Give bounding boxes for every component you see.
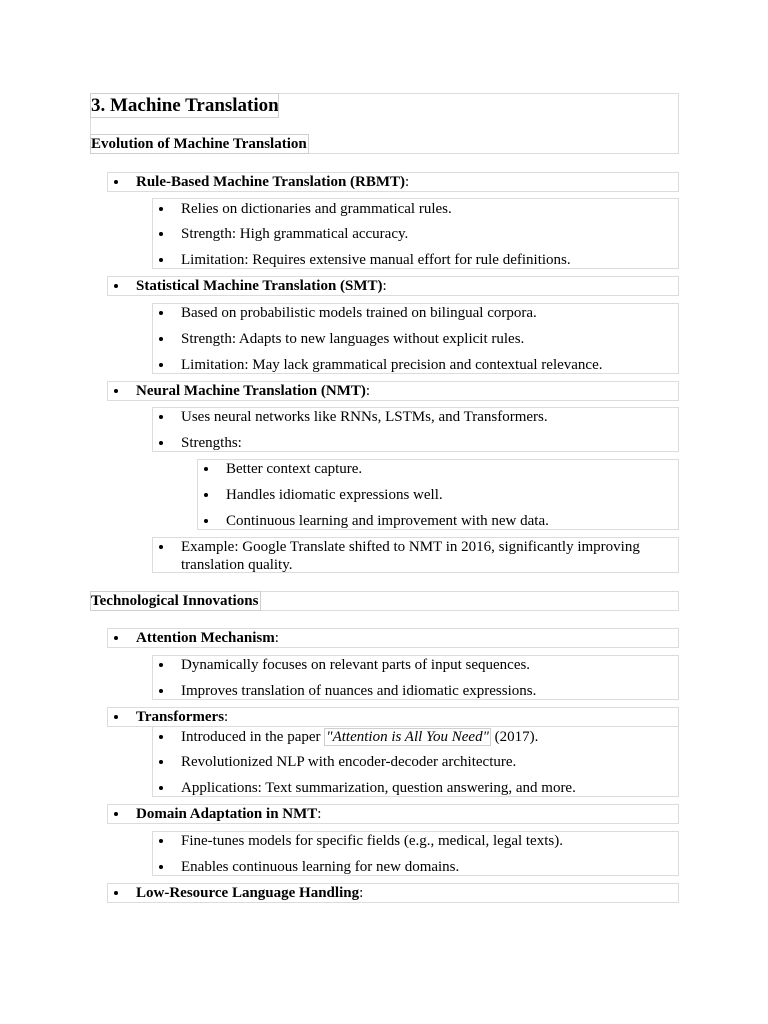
bullet (159, 760, 163, 764)
list-item: Strengths: (181, 435, 242, 451)
page-title-frame (90, 93, 279, 118)
attention-label: Attention Mechanism (136, 630, 275, 646)
bullet (204, 493, 208, 497)
nmt-example: Example: Google Translate shifted to NMT in 2016, significantly improving translation quality. (181, 539, 640, 573)
bullet (114, 891, 118, 895)
domain-colon: : (317, 806, 322, 822)
bullet (159, 363, 163, 367)
transformers-intro (181, 728, 538, 746)
bullet (159, 207, 163, 211)
bullet (114, 636, 118, 640)
rbmt-colon: : (405, 174, 410, 190)
nmt-colon: : (365, 383, 371, 399)
bullet (159, 258, 163, 262)
list-item: Revolutionized NLP with encoder-decoder architecture. (181, 754, 517, 770)
list-item: Continuous learning and improvement with new data. (226, 513, 549, 529)
bullet (159, 689, 163, 693)
section-heading-innovations-frame (90, 591, 261, 611)
list-item: Relies on dictionaries and grammatical rules. (181, 201, 452, 217)
transformers-label: Transformers (136, 709, 225, 725)
list-item: Uses neural networks like RNNs, LSTMs, and Transformers. (181, 409, 548, 425)
smt-label: Statistical Machine Translation (SMT) (136, 278, 383, 294)
bullet (159, 839, 163, 843)
bullet (204, 519, 208, 523)
bullet (159, 415, 163, 419)
list-item: Better context capture. (226, 461, 363, 477)
list-item: Applications: Text summarization, question answering, and more. (181, 780, 576, 796)
domain-label-line (136, 805, 321, 823)
bullet (114, 284, 118, 288)
transformers-label-line (136, 708, 228, 726)
list-item: Limitation: Requires extensive manual effort for rule definitions. (181, 252, 571, 268)
bullet (159, 441, 163, 445)
list-item: Strength: Adapts to new languages without explicit rules. (181, 331, 525, 347)
bullet (159, 663, 163, 667)
rbmt-label-line (136, 173, 409, 191)
lowres-label: Low-Resource Language Handling (136, 885, 360, 901)
bullet (159, 735, 163, 739)
list-item: Improves translation of nuances and idiomatic expressions. (181, 683, 537, 699)
bullet (114, 715, 118, 719)
lowres-colon: : (359, 885, 364, 901)
list-item: Limitation: May lack grammatical precision and contextual relevance. (181, 357, 603, 373)
list-item: Based on probabilistic models trained on bilingual corpora. (181, 305, 537, 321)
page-title: 3. Machine Translation (91, 95, 279, 116)
rbmt-label: Rule-Based Machine Translation (RBMT) (136, 174, 406, 190)
attention-colon: : (274, 630, 279, 646)
transformers-colon: : (224, 709, 229, 725)
bullet (159, 311, 163, 315)
nmt-label: Neural Machine Translation (NMT) (136, 383, 366, 399)
bullet (114, 389, 118, 393)
section-heading-evolution-frame (90, 134, 309, 154)
lowres-label-line (136, 884, 363, 902)
bullet (114, 180, 118, 184)
bullet (159, 786, 163, 790)
section-heading-evolution: Evolution of Machine Translation (91, 136, 307, 152)
transformers-intro-suffix: (2017). (490, 729, 539, 745)
paper-title: "Attention is All You Need" (326, 729, 489, 745)
list-item: Strength: High grammatical accuracy. (181, 226, 409, 242)
nmt-label-line (136, 382, 370, 400)
transformers-intro-prefix: Introduced in the paper (181, 729, 325, 745)
list-item: Fine-tunes models for specific fields (e.g., medical, legal texts). (181, 833, 563, 849)
bullet (159, 232, 163, 236)
smt-colon: : (382, 278, 387, 294)
bullet (204, 467, 208, 471)
bullet (159, 545, 163, 549)
list-item: Enables continuous learning for new domains. (181, 859, 460, 875)
list-item: Dynamically focuses on relevant parts of input sequences. (181, 657, 531, 673)
attention-label-line (136, 629, 279, 647)
bullet (159, 865, 163, 869)
smt-label-line (136, 277, 387, 295)
list-item: Handles idiomatic expressions well. (226, 487, 443, 503)
domain-label: Domain Adaptation in NMT (136, 806, 318, 822)
bullet (114, 812, 118, 816)
bullet (159, 337, 163, 341)
section-heading-innovations: Technological Innovations (91, 593, 259, 609)
